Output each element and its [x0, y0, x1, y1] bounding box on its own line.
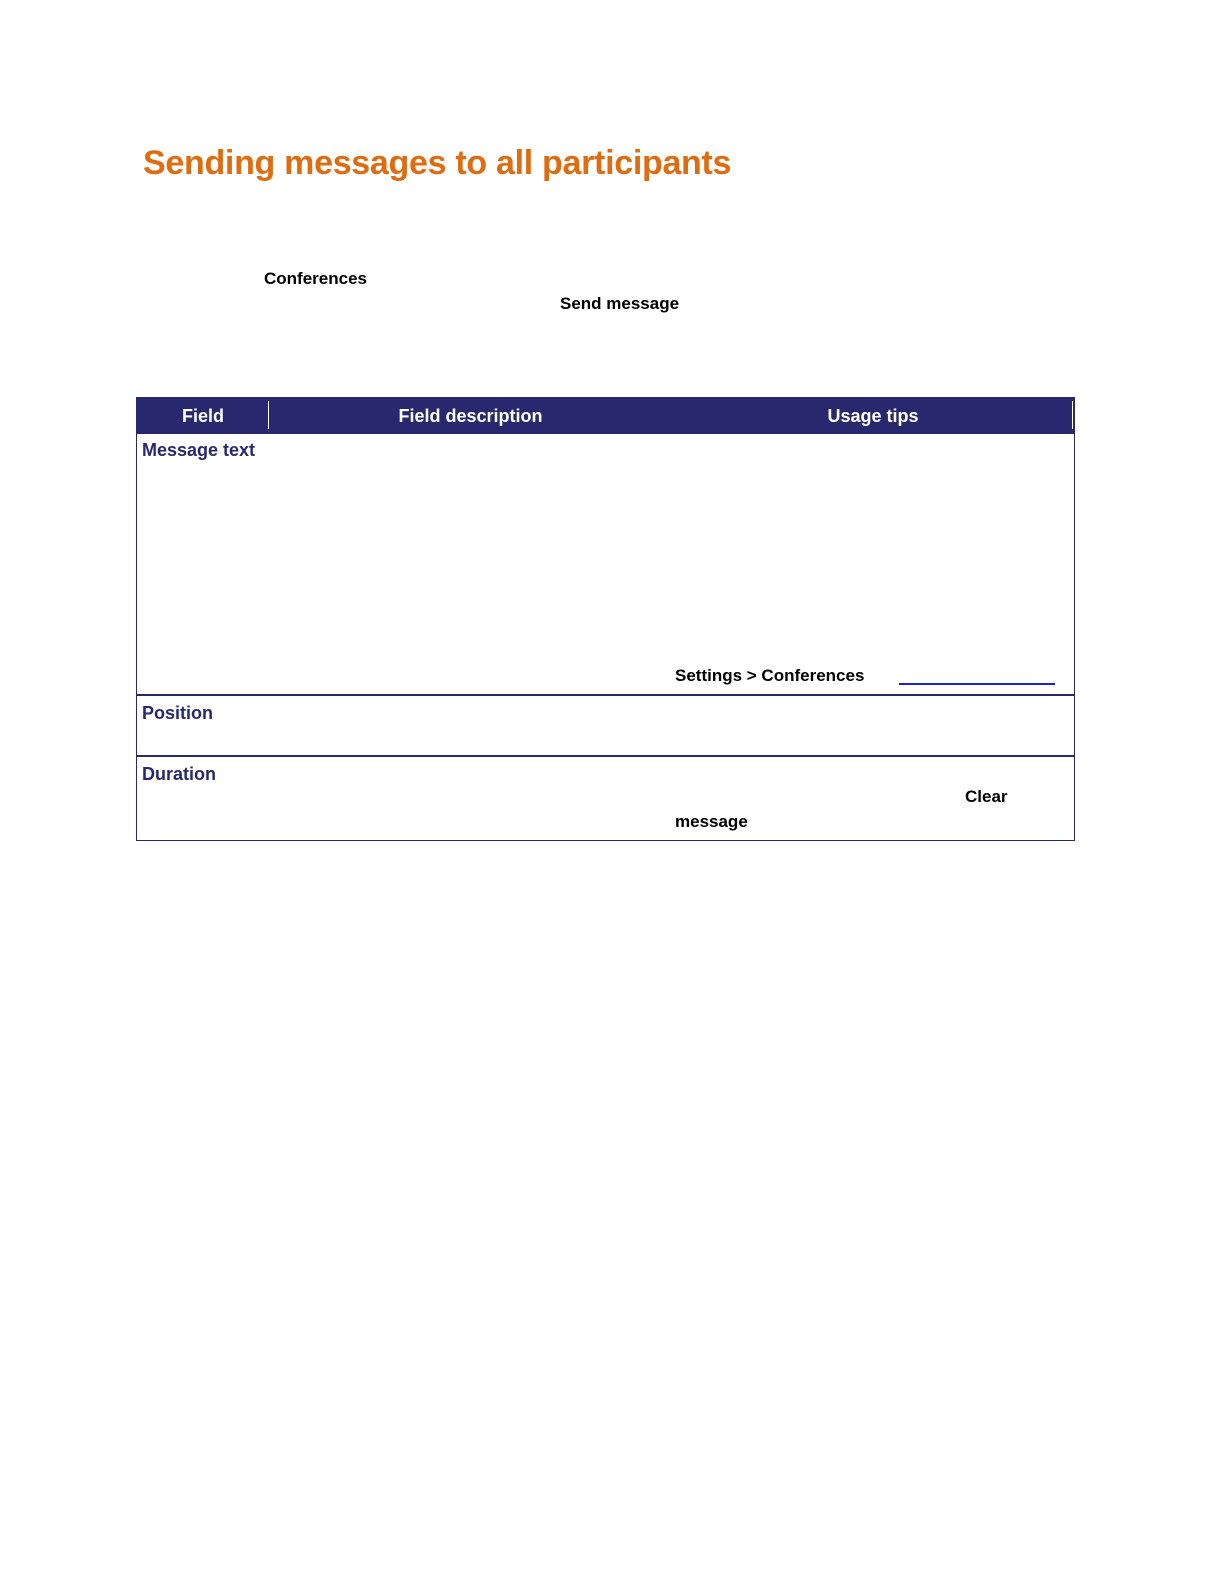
intro-conferences-label: Conferences	[264, 269, 367, 288]
link[interactable]	[899, 683, 1055, 685]
row-divider	[137, 694, 1074, 696]
header-field-description: Field description	[398, 406, 543, 426]
message-label: message	[675, 812, 748, 831]
table-header	[137, 398, 1074, 434]
intro-send-message-label: Send message	[560, 294, 680, 313]
settings-conferences-path: Settings > Conferences	[675, 666, 865, 685]
header-field: Field	[181, 406, 224, 426]
clear-label: Clear	[965, 787, 1008, 806]
header-divider	[1072, 401, 1073, 429]
header-usage-tips: Usage tips	[827, 406, 919, 426]
field-name-position: Position	[142, 703, 213, 723]
row-divider	[137, 755, 1074, 757]
field-name-duration: Duration	[142, 764, 216, 784]
page-title: Sending messages to all participants	[143, 144, 732, 182]
field-name-message-text: Message text	[142, 440, 256, 460]
fields-table	[136, 397, 1075, 841]
